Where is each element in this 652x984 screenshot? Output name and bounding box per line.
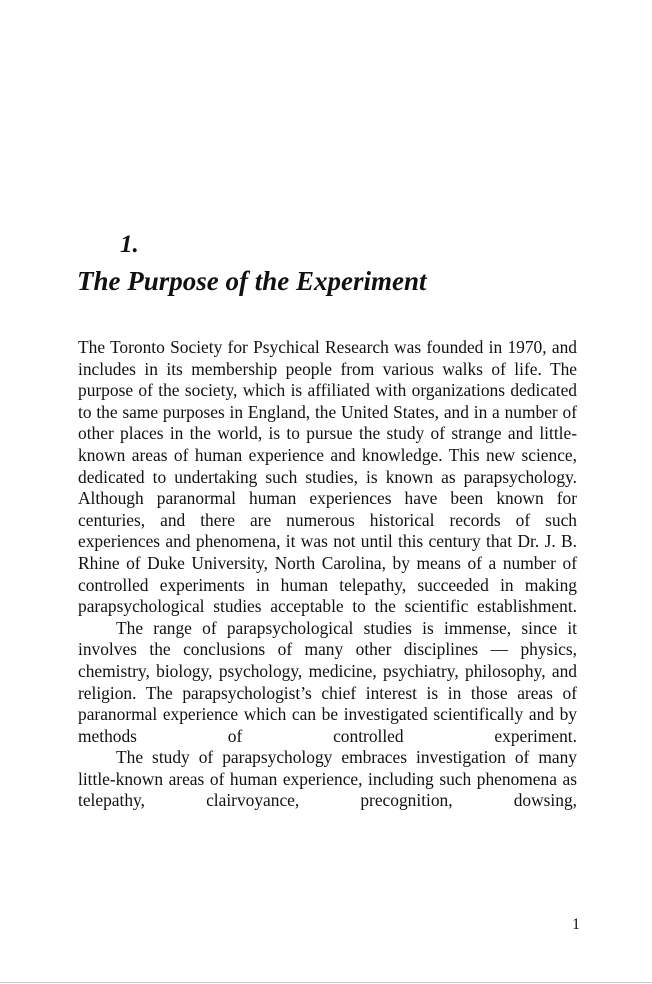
paragraph-3: The study of parapsychology embraces investigation of many little-known areas of human experience, including such phenomena as telepathy, clairvoyance, precognition, dowsing, [78, 747, 577, 811]
page-edge-divider [0, 982, 652, 983]
chapter-title: The Purpose of the Experiment [77, 266, 427, 296]
paragraph-2: The range of parapsychological studies is immense, since it involves the conclusions of many other disciplines — physics, chemistry, biology, psychology, medicine, psychiatry, philosophy, and religion. The parapsychologist’s chief interest is in those areas of paranormal experience which can be investigated scientifically and by methods of controlled experiment. [78, 617, 577, 746]
paragraph-1: The Toronto Society for Psychical Research was founded in 1970, and includes in its membership people from various walks of life. The purpose of the society, which is affiliated with organizations dedicated to the same purposes in England, the United States, and in a number of other places in the world, is to pursue the study of strange and little-known areas of human experience and knowledge. This new science, dedicated to undertaking such studies, is known as parapsychology. Although paranormal human experiences have been known for centuries, and there are numerous historical records of such experiences and phenomena, it was not until this century that Dr. J. B. Rhine of Duke University, North Carolina, by means of a number of controlled experiments in human telepathy, succeeded in making parapsychological studies acceptable to the scientific establishment. [78, 337, 577, 617]
chapter-number: 1. [120, 231, 139, 258]
page-number: 1 [572, 916, 580, 933]
chapter-body [78, 337, 577, 812]
